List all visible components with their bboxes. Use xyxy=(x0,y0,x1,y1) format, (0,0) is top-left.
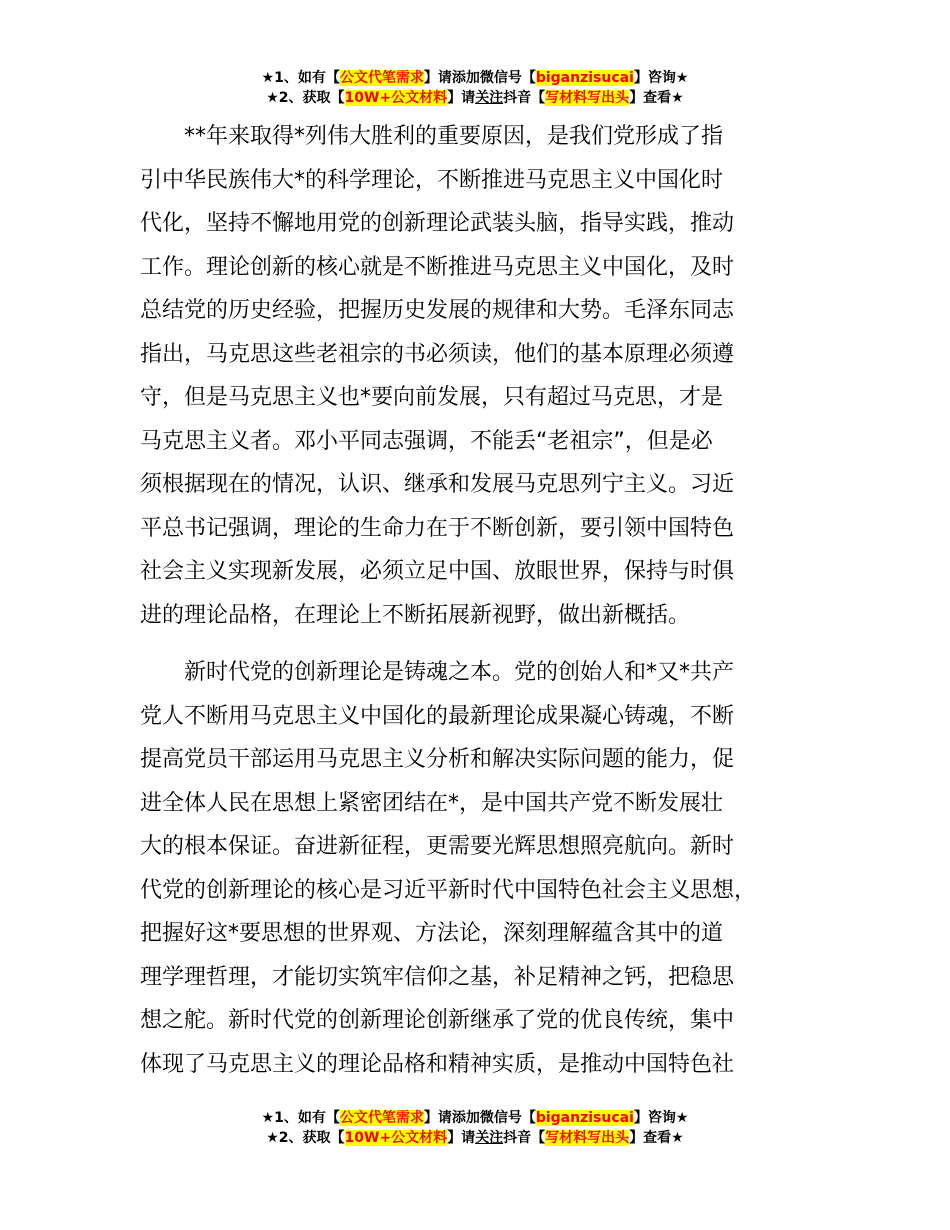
banner-highlight-account: 写材料写出头 xyxy=(545,1130,630,1146)
document-body xyxy=(140,115,830,1086)
banner-text: ★1、如有【 xyxy=(261,70,340,86)
paragraph-line: 新时代党的创新理论是铸魂之本。党的创始人和*又*共产 xyxy=(184,660,735,685)
paragraph-line: 党人不断用马克思主义中国化的最新理论成果凝心铸魂，不断 xyxy=(140,703,735,729)
paragraph-line: 代化，坚持不懈地用党的创新理论武装头脑，指导实践，推动 xyxy=(140,211,735,236)
paragraph-line: 进全体人民在思想上紧密团结在*，是中国共产党不断发展壮 xyxy=(140,790,724,816)
paragraph-line: 社会主义实现新发展，必须立足中国、放眼世界，保持与时俱 xyxy=(140,559,735,584)
paragraph-line: 马克思主义者。邓小平同志强调，不能丢“老祖宗”，但是必 xyxy=(140,428,713,454)
banner-line-1 xyxy=(0,1108,950,1128)
paragraph-line: 把握好这*要思想的世界观、方法论，深刻理解蕴含其中的道 xyxy=(140,921,724,946)
header-banner xyxy=(0,68,950,108)
banner-highlight-materials: 10W+公文材料 xyxy=(344,90,448,106)
footer-banner xyxy=(0,1108,950,1148)
banner-text: 】请 xyxy=(447,1130,476,1146)
paragraph-line: 指出，马克思这些老祖宗的书必须读，他们的基本原理必须遵 xyxy=(140,341,735,367)
paragraph-line: 工作。理论创新的核心就是不断推进马克思主义中国化，及时 xyxy=(140,254,735,280)
paragraph-line: 引中华民族伟大*的科学理论，不断推进马克思主义中国化时 xyxy=(140,167,724,193)
banner-text: 抖音【 xyxy=(503,90,546,106)
banner-highlight-service: 公文代笔需求 xyxy=(339,1110,424,1126)
banner-text: 】咨询★ xyxy=(633,70,689,86)
paragraph-line: 提高党员干部运用马克思主义分析和解决实际问题的能力，促 xyxy=(140,747,735,772)
paragraph-line: 想之舵。新时代党的创新理论创新继承了党的优良传统，集中 xyxy=(140,1008,735,1033)
paragraph-line: **年来取得*列伟大胜利的重要原因，是我们党形成了指 xyxy=(184,124,724,149)
paragraph-spacer xyxy=(140,637,830,651)
banner-line-1 xyxy=(0,68,950,88)
banner-text: ★2、获取【 xyxy=(266,1130,345,1146)
banner-text: 抖音【 xyxy=(503,1130,546,1146)
paragraph-line: 平总书记强调，理论的生命力在于不断创新，要引领中国特色 xyxy=(140,515,735,541)
banner-text: ★1、如有【 xyxy=(261,1110,340,1126)
paragraph-line: 守，但是马克思主义也*要向前发展，只有超过马克思，才是 xyxy=(140,385,724,410)
banner-highlight-account: 写材料写出头 xyxy=(545,90,630,106)
paragraph-line: 总结党的历史经验，把握历史发展的规律和大势。毛泽东同志 xyxy=(140,298,735,323)
paragraph-line: 体现了马克思主义的理论品格和精神实质，是推动中国特色社 xyxy=(140,1051,735,1077)
banner-text: 】查看★ xyxy=(629,90,684,106)
banner-line-2 xyxy=(0,88,950,108)
banner-underline-follow: 关注 xyxy=(475,90,504,106)
banner-highlight-service: 公文代笔需求 xyxy=(339,70,424,86)
banner-line-2 xyxy=(0,1128,950,1148)
paragraph-line: 大的根本保证。奋进新征程，更需要光辉思想照亮航向。新时 xyxy=(140,834,735,859)
paragraph-line: 代党的创新理论的核心是习近平新时代中国特色社会主义思想， xyxy=(140,877,757,903)
banner-text: 】请添加微信号【 xyxy=(423,70,536,86)
banner-highlight-wechat-id: biganzisucai xyxy=(535,70,634,86)
banner-text: 】查看★ xyxy=(629,1130,684,1146)
banner-highlight-materials: 10W+公文材料 xyxy=(344,1130,448,1146)
paragraph-1 xyxy=(140,115,830,637)
banner-underline-follow: 关注 xyxy=(475,1130,504,1146)
banner-text: 】请 xyxy=(447,90,476,106)
paragraph-line: 进的理论品格，在理论上不断拓展新视野，做出新概括。 xyxy=(140,602,691,628)
paragraph-line: 理学理哲理，才能切实筑牢信仰之基，补足精神之钙，把稳思 xyxy=(140,964,735,990)
paragraph-2 xyxy=(140,651,830,1086)
banner-text: 】咨询★ xyxy=(633,1110,689,1126)
banner-text: ★2、获取【 xyxy=(266,90,345,106)
banner-text: 】请添加微信号【 xyxy=(423,1110,536,1126)
paragraph-line: 须根据现在的情况，认识、继承和发展马克思列宁主义。习近 xyxy=(140,472,735,497)
banner-highlight-wechat-id: biganzisucai xyxy=(535,1110,634,1126)
